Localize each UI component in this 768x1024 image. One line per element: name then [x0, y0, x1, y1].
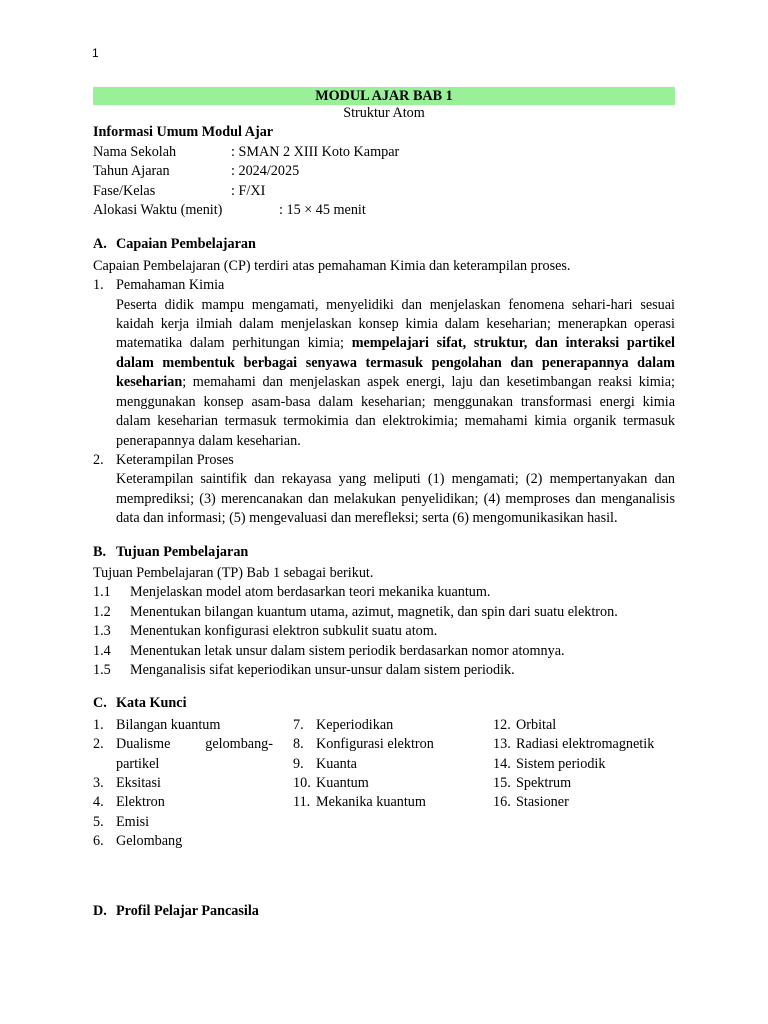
- list-text: Menganalisis sifat keperiodikan unsur-unsur dalam sistem periodik.: [130, 661, 515, 678]
- keyword-text: Gelombang: [116, 833, 183, 850]
- info-row-class: [93, 182, 675, 201]
- info-label: Nama Sekolah: [93, 143, 177, 160]
- keyword-text: Bilangan kuantum: [116, 716, 221, 733]
- paragraph-bold-text: mempelajari sifat, struktur, dan interaksi partikel dalam membentuk berbagai senyawa termasuk pengolahan dan penerapannya dalam keseharian: [116, 335, 675, 391]
- keyword-text: Orbital: [516, 716, 557, 733]
- page-number: 1: [92, 46, 99, 60]
- keyword-item: [93, 793, 273, 812]
- keyword-number: 2.: [93, 736, 104, 753]
- keyword-number: 15.: [493, 775, 511, 791]
- list-text: Menentukan konfigurasi elektron subkulit suatu atom.: [130, 623, 438, 640]
- keyword-item: [493, 793, 675, 812]
- paragraph-text: Peserta didik mampu mengamati, menyelidiki dan menjelaskan fenomena sehari-hari sesuai kaidah kerja ilmiah dalam menjelaskan konsep kimia dalam keseharian; menerapkan operasi matematika dalam perhitungan kimia;: [116, 296, 675, 352]
- module-title: MODUL AJAR BAB 1: [93, 87, 675, 105]
- list-item: [93, 661, 675, 680]
- list-number: 1.5: [93, 661, 111, 678]
- list-number: 1.2: [93, 603, 111, 620]
- keyword-item: [493, 716, 675, 735]
- keyword-text: Dualisme: [116, 736, 171, 753]
- list-item-title: Pemahaman Kimia: [116, 277, 225, 294]
- list-item-paragraph: [116, 296, 675, 451]
- list-item-paragraph: Keterampilan saintifik dan rekayasa yang meliputi (1) mengamati; (2) mempertanyakan dan memprediksi; (3) merencanakan dan melakukan penyelidikan; (4) memproses dan menganalisis data dan informasi; (5) mengevaluasi dan merefleksi; serta (6) mengomunikasikan hasil.: [116, 471, 675, 527]
- section-letter: B.: [93, 543, 107, 560]
- section-letter: A.: [93, 236, 107, 253]
- keyword-text: Emisi: [116, 813, 150, 830]
- keyword-item: [493, 735, 675, 754]
- keyword-column: [293, 716, 493, 852]
- keyword-number: 1.: [93, 716, 104, 733]
- keyword-number: 7.: [293, 716, 304, 733]
- list-text: Menentukan letak unsur dalam sistem periodik berdasarkan nomor atomnya.: [130, 642, 565, 659]
- keyword-text: Keperiodikan: [316, 716, 394, 733]
- keyword-item: [93, 774, 273, 793]
- keyword-item: [293, 755, 493, 774]
- info-value: : 2024/2025: [231, 163, 300, 180]
- keyword-item: [293, 774, 493, 793]
- keyword-number: 16.: [493, 794, 511, 811]
- info-value: : SMAN 2 XIII Koto Kampar: [231, 143, 400, 160]
- section-a-intro: Capaian Pembelajaran (CP) terdiri atas pemahaman Kimia dan keterampilan proses.: [93, 257, 571, 274]
- section-letter: D.: [93, 902, 107, 919]
- keyword-number: 11.: [293, 794, 311, 811]
- section-title: Capaian Pembelajaran: [116, 236, 256, 253]
- section-b-heading: [93, 543, 675, 562]
- keyword-number: 13.: [493, 736, 511, 753]
- section-c-heading: [93, 694, 675, 713]
- info-label: Alokasi Waktu (menit): [93, 202, 223, 219]
- section-title: Kata Kunci: [116, 695, 187, 712]
- keyword-text: Kuantum: [316, 775, 369, 791]
- section-letter: C.: [93, 695, 107, 712]
- document-body: [93, 87, 675, 923]
- keyword-text: Radiasi elektromagnetik: [516, 736, 655, 753]
- keyword-text: Stasioner: [516, 794, 569, 811]
- keyword-text: partikel: [116, 755, 160, 772]
- info-row-school: [93, 143, 675, 162]
- section-b-intro: Tujuan Pembelajaran (TP) Bab 1 sebagai berikut.: [93, 564, 374, 581]
- list-text: Menjelaskan model atom berdasarkan teori mekanika kuantum.: [130, 584, 491, 601]
- list-number: 1.3: [93, 623, 111, 640]
- paragraph-text: ; memahami dan menjelaskan aspek energi, laju dan kesetimbangan reaksi kimia; menggunakan konsep asam-basa dalam keseharian; menggunakan transformasi energi kimia dalam keseharian termasuk termokimia dan elektrokimia; memahami kimia organik termasuk penerapannya dalam keseharian.: [116, 374, 675, 449]
- info-value: : 15 × 45 menit: [279, 202, 366, 219]
- keyword-number: 4.: [93, 794, 104, 811]
- list-number: 1.4: [93, 642, 111, 659]
- list-number: 2.: [93, 451, 104, 468]
- keyword-text: Sistem periodik: [516, 755, 606, 772]
- keyword-number: 3.: [93, 775, 104, 791]
- list-number: 1.1: [93, 584, 111, 601]
- keyword-text: Mekanika kuantum: [316, 794, 426, 811]
- keyword-text: Kuanta: [316, 755, 357, 772]
- list-item: [93, 622, 675, 641]
- keyword-text: gelombang-: [205, 736, 273, 753]
- info-label: Tahun Ajaran: [93, 163, 170, 180]
- info-row-year: [93, 162, 675, 181]
- keyword-number: 10.: [293, 775, 311, 791]
- keyword-item: [493, 774, 675, 793]
- list-item-title: Keterampilan Proses: [116, 451, 234, 468]
- list-item: [93, 642, 675, 661]
- list-item: [93, 451, 675, 529]
- section-title: Profil Pelajar Pancasila: [116, 902, 259, 919]
- keyword-number: 14.: [493, 755, 511, 772]
- list-number: 1.: [93, 277, 104, 294]
- keyword-item: [93, 832, 273, 851]
- keyword-text: Elektron: [116, 794, 165, 811]
- keyword-item: [493, 755, 675, 774]
- keyword-number: 9.: [293, 755, 304, 772]
- keyword-number: 5.: [93, 813, 104, 830]
- list-item: [93, 276, 675, 451]
- keyword-item: [293, 793, 493, 812]
- keyword-number: 12.: [493, 716, 511, 733]
- section-title: Tujuan Pembelajaran: [116, 543, 249, 560]
- keyword-number: 6.: [93, 833, 104, 850]
- keyword-text: Eksitasi: [116, 775, 161, 791]
- info-row-time: [93, 201, 675, 220]
- keyword-item: [293, 716, 493, 735]
- section-a-heading: [93, 235, 675, 254]
- section-d-heading: [93, 902, 675, 921]
- keyword-text: Spektrum: [516, 775, 572, 791]
- info-value: : F/XI: [231, 182, 266, 199]
- info-label: Fase/Kelas: [93, 182, 156, 199]
- keyword-column: [493, 716, 675, 852]
- keyword-grid: [93, 716, 675, 852]
- list-item: [93, 603, 675, 622]
- list-text: Menentukan bilangan kuantum utama, azimut, magnetik, dan spin dari suatu elektron.: [130, 603, 618, 620]
- keyword-item: [93, 735, 273, 774]
- module-subtitle: Struktur Atom: [343, 105, 425, 121]
- keyword-column: [93, 716, 273, 852]
- info-heading: Informasi Umum Modul Ajar: [93, 124, 274, 141]
- keyword-item: [93, 813, 273, 832]
- list-item: [93, 583, 675, 602]
- keyword-item: [293, 735, 493, 754]
- keyword-item: [93, 716, 273, 735]
- keyword-number: 8.: [293, 736, 304, 753]
- keyword-text: Konfigurasi elektron: [316, 736, 434, 753]
